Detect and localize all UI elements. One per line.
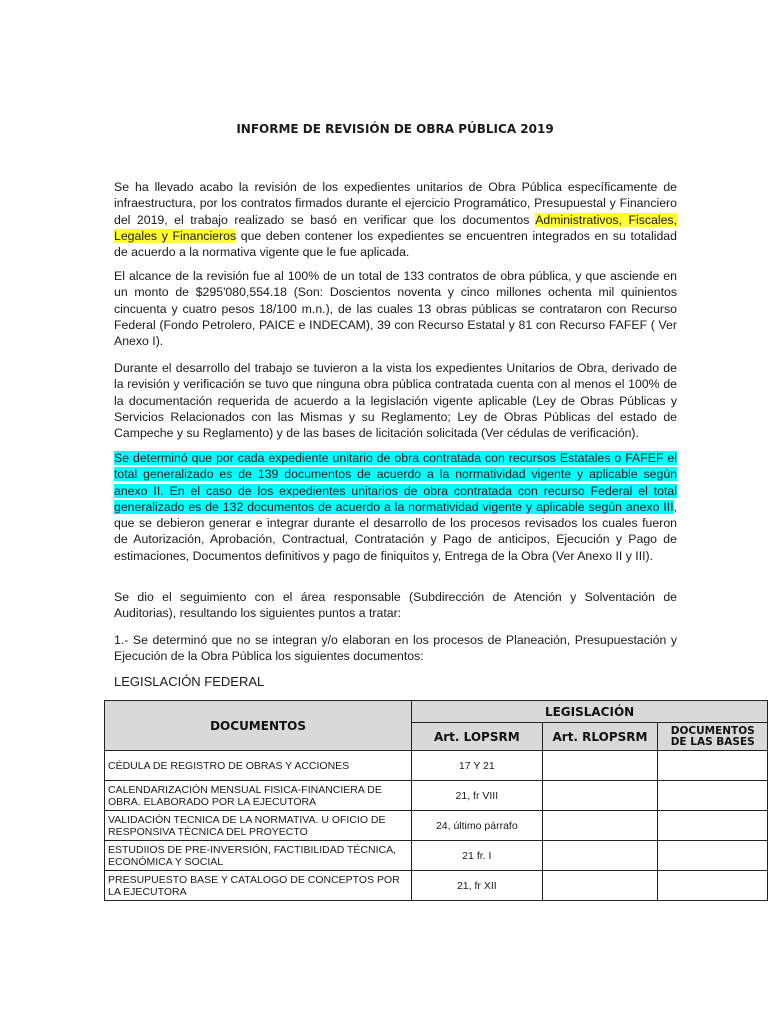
table-row [105,781,768,811]
row-bases [658,811,768,841]
row-bases [658,841,768,871]
paragraph-followup: Se dio el seguimiento con el área responsable (Subdirección de Atención y Solventación de Auditorias), resultando los siguientes puntos a tratar: [114,590,677,621]
row-document: CALENDARIZACIÓN MENSUAL FISICA-FINANCIERA DE OBRA. ELABORADO POR LA EJECUTORA [105,781,412,811]
paragraph-development: Durante el desarrollo del trabajo se tuvieron a la vista los expedientes Unitarios de Obra, derivado de la revisión y verificación se tuvo que ninguna obra pública contratada cuenta con al menos el 100% de la documentación requerida de acuerdo a la legislación vigente aplicable (Ley de Obras Públicas y Servicios Relacionados con las Mismas y su Reglamento; Ley de Obras Públicas del estado de Campeche y su Reglamento) y de las bases de licitación solicitada (Ver cédulas de verificación). [114,361,677,441]
intro-text-b: que deben contener los expedientes se encuentren integrados en su totalidad de acuerdo a la normativa vigente que le fue aplicada. [114,228,677,260]
highlighted-determination: Se determinó que por cada expediente unitario de obra contratada con recursos Estatales o FAFEF el total generalizado es de 139 documentos de acuerdo a la normatividad vigente y aplicable según anexo II. En el caso de los expedientes unitarios de obra contratada con recurso Federal el total generalizado es de 132 documentos de acuerdo a la normatividad vigente y aplicable según anexo III [114,451,677,514]
row-art-lopsrm: 17 Y 21 [412,751,542,781]
legislacion-federal-heading: LEGISLACIÓN FEDERAL [114,674,265,689]
paragraph-scope: El alcance de la revisión fue al 100% de un total de 133 contratos de obra pública, y que asciende en un monto de $295'080,554.18 (Son: Doscientos noventa y cinco millones ochenta mil quinientos cincuenta y cuatro pesos 18/100 m.n.), de las cuales 13 obras públicas se contrataron con Recurso Federal (Fondo Petrolero, PAICE e INDECAM), 39 con Recurso Estatal y 81 con Recurso FAFEF ( Ver Anexo I). [114,269,677,349]
report-title: INFORME DE REVISIÓN DE OBRA PÚBLICA 2019 [236,122,554,136]
row-document: VALIDACIÓN TECNICA DE LA NORMATIVA. U OFICIO DE RESPONSIVA TÉCNICA DEL PROYECTO [105,811,412,841]
row-art-lopsrm: 21 fr. I [412,841,542,871]
table-row [105,811,768,841]
row-art-rlopsrm [542,871,658,901]
determination-rest: , que se debieron generar e integrar durante el desarrollo de los procesos revisados los cuales fueron de Autorización, Aprobación, Contractual, Contratación y Pago de anticipos, Ejecución y Pago de estimaciones, Documentos definitivos y pago de finiquitos y, Entrega de la Obra (Ver Anexo II y III). [114,499,677,563]
row-art-rlopsrm [542,751,658,781]
table-row [105,871,768,901]
intro-text-a: Se ha llevado acabo la revisión de los expedientes unitarios de Obra Pública específicamente de infraestructura, por los contratos firmados durante el ejercicio Programático, Presupuestal y Financiero del 2019, el trabajo realizado se basó en verificar que los documentos [114,180,677,227]
row-art-lopsrm: 21, fr VIII [412,781,542,811]
header-legislacion: LEGISLACIÓN [412,701,768,723]
table-row [105,751,768,781]
paragraph-point-1: 1.- Se determinó que no se integran y/o elaboran en los procesos de Planeación, Presupuestación y Ejecución de la Obra Pública los siguientes documentos: [114,633,677,664]
highlighted-document-types: Administrativos, Fiscales, Legales y Financieros [114,212,677,243]
documents-table [104,700,768,901]
row-art-lopsrm: 21, fr XII [412,871,542,901]
table-row [105,841,768,871]
header-documentos-bases: DOCUMENTOS DE LAS BASES [658,723,768,751]
row-document: ESTUDIIOS DE PRE-INVERSIÓN, FACTIBILIDAD TÉCNICA, ECONÓMICA Y SOCIAL [105,841,412,871]
header-art-lopsrm: Art. LOPSRM [412,723,542,751]
row-art-rlopsrm [542,781,658,811]
row-bases [658,781,768,811]
header-art-rlopsrm: Art. RLOPSRM [542,723,658,751]
row-art-rlopsrm [542,811,658,841]
row-document: CÉDULA DE REGISTRO DE OBRAS Y ACCIONES [105,751,412,781]
row-art-lopsrm: 24, último párrafo [412,811,542,841]
header-documentos: DOCUMENTOS [105,701,412,751]
row-art-rlopsrm [542,841,658,871]
row-document: PRESUPUESTO BASE Y CATALOGO DE CONCEPTOS POR LA EJECUTORA [105,871,412,901]
paragraph-determination [114,450,677,564]
paragraph-intro [114,179,677,260]
row-bases [658,871,768,901]
row-bases [658,751,768,781]
